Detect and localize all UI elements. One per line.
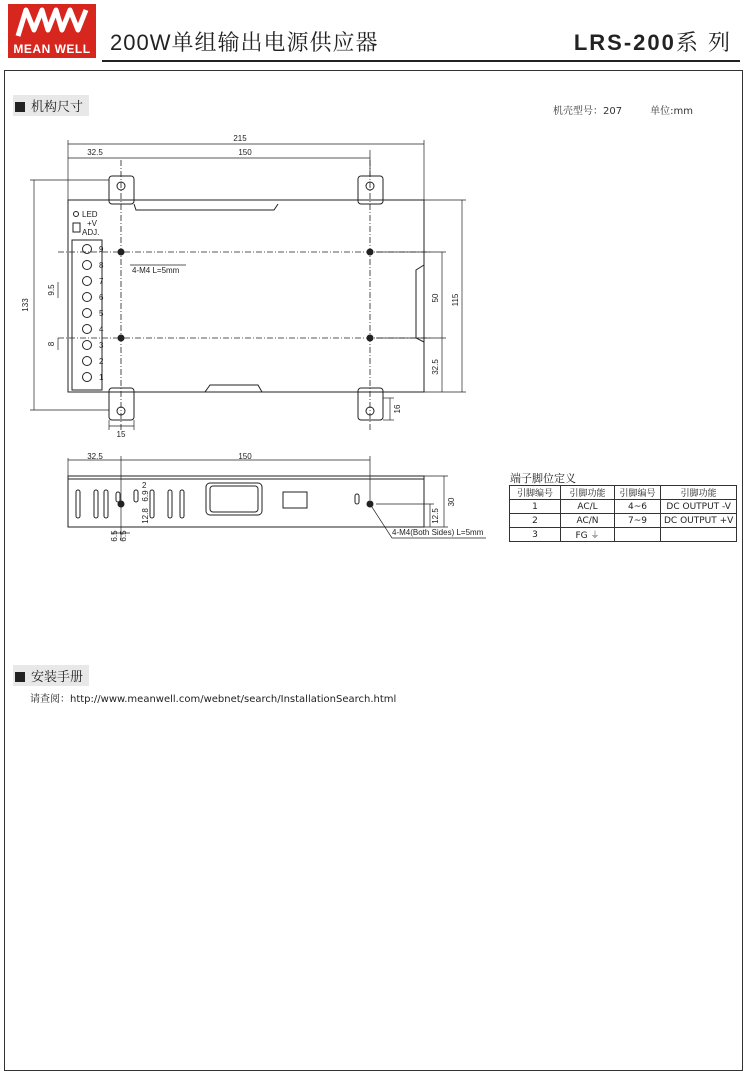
table-cell: AC/N bbox=[561, 514, 615, 528]
side-view-drawing bbox=[0, 450, 500, 550]
terminal-block bbox=[72, 240, 102, 390]
side-small-rect bbox=[283, 492, 307, 508]
side-window bbox=[206, 483, 262, 515]
header-cell: 引脚编号 bbox=[615, 486, 661, 500]
install-link[interactable]: 请查阅：http://www.meanwell.com/webnet/search/InstallationSearch.html bbox=[30, 694, 397, 705]
table-cell: 2 bbox=[510, 514, 561, 528]
side-dim-6-9: 6.9 bbox=[141, 490, 150, 502]
side-dim-30: 30 bbox=[447, 497, 456, 507]
terminal-7: 7 bbox=[99, 277, 104, 286]
terminal-2: 2 bbox=[99, 357, 104, 366]
dim-15: 15 bbox=[116, 430, 126, 439]
dim-8: 8 bbox=[47, 341, 56, 347]
logo-text: MEAN WELL bbox=[13, 42, 91, 56]
table-row bbox=[510, 500, 737, 514]
table-cell: 7~9 bbox=[615, 514, 661, 528]
mechanical-heading: 机构尺寸 bbox=[13, 95, 89, 116]
case-no: 机壳型号：207 bbox=[553, 106, 623, 117]
adj-label: ADJ. bbox=[82, 228, 100, 237]
bullet-square-icon bbox=[15, 672, 25, 682]
pin-table-header bbox=[510, 486, 737, 500]
dim-150: 150 bbox=[238, 148, 252, 157]
case-info bbox=[553, 102, 721, 117]
terminal-8: 8 bbox=[99, 261, 104, 270]
dim-9-5: 9.5 bbox=[47, 284, 56, 296]
side-dim-2: 2 bbox=[142, 481, 147, 490]
dim-215: 215 bbox=[233, 134, 247, 143]
header-cell: 引脚编号 bbox=[510, 486, 561, 500]
dim-115: 115 bbox=[451, 293, 460, 307]
bullet-square-icon bbox=[15, 102, 25, 112]
side-dim-12-8: 12.8 bbox=[141, 508, 150, 524]
terminal-3: 3 bbox=[99, 341, 104, 350]
plus-v-label: +V bbox=[87, 219, 98, 228]
side-dim-150: 150 bbox=[238, 452, 252, 461]
dim-32-5: 32.5 bbox=[87, 148, 103, 157]
table-cell bbox=[661, 528, 737, 542]
table-cell bbox=[615, 528, 661, 542]
terminal-screws bbox=[83, 245, 92, 382]
header-cell: 引脚功能 bbox=[661, 486, 737, 500]
table-cell: AC/L bbox=[561, 500, 615, 514]
series-suffix: 系 列 bbox=[675, 30, 732, 55]
meanwell-logo bbox=[8, 4, 96, 58]
terminal-6: 6 bbox=[99, 293, 104, 302]
pin-table bbox=[509, 485, 737, 542]
table-row bbox=[510, 528, 737, 542]
header-cell: 引脚功能 bbox=[561, 486, 615, 500]
screw-callout-top: 4-M4 L=5mm bbox=[132, 266, 180, 275]
side-dim-12-5: 12.5 bbox=[431, 508, 440, 524]
mw-logo-mark bbox=[8, 4, 96, 40]
table-row bbox=[510, 514, 737, 528]
dim-50: 50 bbox=[431, 293, 440, 303]
install-heading: 安装手册 bbox=[13, 665, 89, 686]
side-dim-32-5: 32.5 bbox=[87, 452, 103, 461]
header-rule bbox=[102, 60, 740, 62]
table-cell: DC OUTPUT +V bbox=[661, 514, 737, 528]
dim-16: 16 bbox=[393, 404, 402, 414]
terminal-4: 4 bbox=[99, 325, 104, 334]
table-cell: FG ⏚ bbox=[561, 528, 615, 542]
table-cell: 1 bbox=[510, 500, 561, 514]
terminal-9: 9 bbox=[99, 245, 104, 254]
unit-label: 单位:mm bbox=[650, 106, 693, 117]
pin-table-title: 端子脚位定义 bbox=[510, 472, 576, 485]
series-model: LRS-200 bbox=[573, 30, 676, 55]
led-label: LED bbox=[82, 210, 98, 219]
table-cell: DC OUTPUT -V bbox=[661, 500, 737, 514]
table-cell: 4~6 bbox=[615, 500, 661, 514]
dim-133: 133 bbox=[21, 298, 30, 312]
terminal-5: 5 bbox=[99, 309, 104, 318]
terminal-1: 1 bbox=[99, 373, 104, 382]
top-view-drawing bbox=[0, 120, 750, 450]
side-dim-6-5a: 6.5 bbox=[110, 530, 119, 542]
side-dim-6-5b: 6.5 bbox=[119, 530, 128, 542]
page-title: 200W单组输出电源供应器 bbox=[110, 30, 379, 55]
screw-callout-side: 4-M4(Both Sides) L=5mm bbox=[392, 528, 484, 537]
table-cell: 3 bbox=[510, 528, 561, 542]
series-title bbox=[574, 26, 732, 57]
dim-32-5-bottom: 32.5 bbox=[431, 359, 440, 375]
